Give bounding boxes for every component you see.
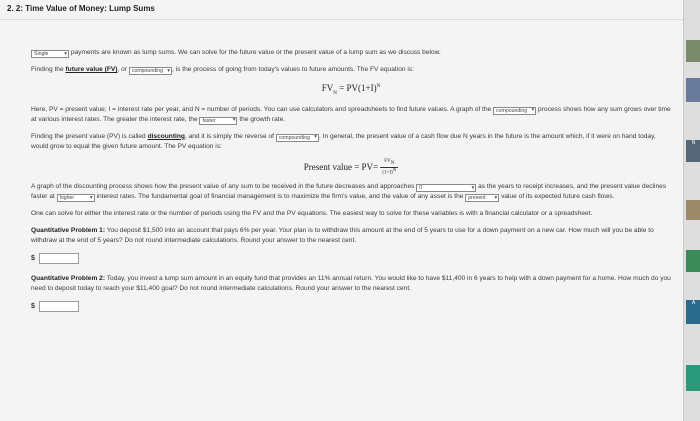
q2-answer-row [31, 301, 671, 312]
chevron-down-icon: ▾ [314, 134, 317, 141]
faster-dropdown-value: faster [202, 117, 216, 124]
p3-line1: Here, PV = present value; I = interest rate per year, and N = number of periods. You can use calculators and spreadsheets to find future values. A graph of the [31, 105, 492, 113]
compounding-dropdown-3-value: compounding [278, 134, 310, 141]
p5-mid2: interest rates. The fundamental goal of financial management is to maximize the firm's value, and the value of any asset is the [94, 193, 466, 201]
tile-4[interactable] [686, 200, 700, 220]
question-title: 2. 2: Time Value of Money: Lump Sums [7, 4, 155, 13]
pv-denominator [380, 168, 398, 177]
p6-text: One can solve for either the interest rate or the number of periods using the FV and the PV equations. The easiest way to solve for these variables is with a financial calculator or a spreadsheet. [31, 210, 593, 218]
future-value-term: future value (FV) [65, 66, 118, 73]
p1-text: payments are known as lump sums. We can solve for the future value or the present value of a lump sum as we discuss below. [69, 49, 441, 56]
q1-text: You deposit $1,500 into an account that pays 6% per year. Your plan is to withdraw this amount at the end of 5 years to use for a down payment on a new car. How much will you be able to withdraw at the end of 5 years? Do not round intermediate calculations. Round your answer to the nearest cent. [31, 227, 654, 245]
quantitative-problem-1 [31, 226, 671, 246]
pv-num-text: FV [384, 158, 391, 164]
paragraph-compounding-graph [31, 105, 671, 125]
fv-eq-lhs: FV [321, 83, 334, 93]
tile-3-text: N [691, 140, 696, 146]
pv-den-sup: N [392, 167, 397, 173]
fv-eq-rhs: = PV(1+I) [339, 83, 377, 93]
q2-currency: $ [31, 302, 35, 310]
p5-mid1: as the years to receipt increases, and the present value declines faster at [31, 183, 667, 201]
right-side-strip [683, 0, 700, 421]
p2-post: , is the process of going from today's values to future amounts. The FV equation is: [172, 66, 414, 73]
p4-post: . In general, the present value of a cash flow due N years in the future is the amount which, if it were on hand today, would grow to equal the given future amount. The PV equation is: [31, 132, 656, 150]
pv-equation [31, 159, 671, 177]
fv-equation [31, 82, 671, 99]
chevron-down-icon: ▾ [64, 50, 67, 57]
paragraph-future-value [31, 65, 671, 75]
p2-pre: Finding the [31, 66, 66, 73]
q1-answer-row [31, 253, 671, 264]
discounting-term: discounting [147, 132, 185, 140]
p4-mid: , and it is simply the reverse of [184, 132, 276, 140]
question-content [31, 48, 671, 322]
approaches-dropdown[interactable] [416, 184, 476, 192]
compounding-dropdown-1-value: compounding [131, 68, 164, 74]
chevron-down-icon: ▾ [494, 194, 498, 201]
approaches-dropdown-value: 0 [419, 185, 423, 192]
chevron-down-icon: ▾ [89, 194, 93, 201]
tile-6[interactable] [686, 300, 700, 324]
pv-numerator [380, 159, 398, 168]
chevron-down-icon: ▾ [167, 67, 171, 74]
chevron-down-icon: ▾ [232, 117, 236, 124]
fv-eq-lhs-sub: N [333, 90, 337, 96]
single-dropdown-value: Single [34, 51, 49, 57]
tile-2[interactable] [686, 78, 700, 102]
chevron-down-icon: ▾ [531, 107, 535, 114]
compounding-dropdown-3[interactable] [276, 134, 319, 142]
p2-mid: , or [117, 66, 129, 73]
single-dropdown[interactable] [31, 50, 69, 58]
compounding-dropdown-2[interactable] [493, 107, 536, 115]
tile-5[interactable] [686, 250, 700, 272]
pv-num-sub: N [390, 160, 395, 166]
tile-6-text: A [691, 300, 696, 306]
tile-3[interactable] [686, 140, 700, 162]
paragraph-solve-variables [31, 209, 671, 219]
present-dropdown-value: present [468, 195, 486, 202]
q2-answer-input[interactable] [39, 301, 79, 312]
q1-currency: $ [31, 254, 35, 262]
q1-label: Quantitative Problem 1: [31, 227, 106, 235]
p5-pre: A graph of the discounting process shows how the present value of any sum to be received in the future decreases and approaches [31, 183, 417, 191]
p5-post: value of its expected future cash flows. [499, 193, 615, 201]
quantitative-problem-2 [31, 274, 671, 294]
pv-eq-lhs: Present value = PV= [303, 161, 379, 172]
higher-dropdown[interactable] [57, 194, 95, 202]
paragraph-present-value [31, 132, 671, 152]
faster-dropdown[interactable] [199, 117, 237, 125]
question-header [0, 0, 683, 20]
tile-1[interactable] [686, 40, 700, 62]
compounding-dropdown-1[interactable] [129, 67, 172, 75]
paragraph-discounting-graph [31, 182, 671, 202]
fv-eq-rhs-sup: N [376, 84, 381, 89]
q1-answer-input[interactable] [39, 253, 79, 264]
pv-fraction [380, 159, 398, 177]
higher-dropdown-value: higher [59, 195, 75, 202]
q2-text: Today, you invest a lump sum amount in an equity fund that provides an 11% annual return. You would like to have $11,400 in 6 years to help with a down payment for a home. How much do you need to deposit today to reach your $11,400 goal? Do not round intermediate calculations. Round your answer to the nearest cent. [31, 275, 671, 293]
paragraph-lump-sums [31, 48, 671, 58]
p4-pre: Finding the present value (PV) is called [31, 132, 148, 140]
present-dropdown[interactable] [465, 194, 499, 202]
tile-7[interactable] [686, 365, 700, 391]
chevron-down-icon: ▾ [471, 184, 475, 191]
pv-den-text: (1+I) [382, 170, 393, 176]
p3-mid: process shows how any sum grows over time at various interest rates. The greater the interest rate, the [31, 105, 671, 123]
p3-post: the growth rate. [237, 115, 286, 123]
compounding-dropdown-2-value: compounding [496, 107, 528, 114]
q2-label: Quantitative Problem 2: [31, 275, 106, 283]
